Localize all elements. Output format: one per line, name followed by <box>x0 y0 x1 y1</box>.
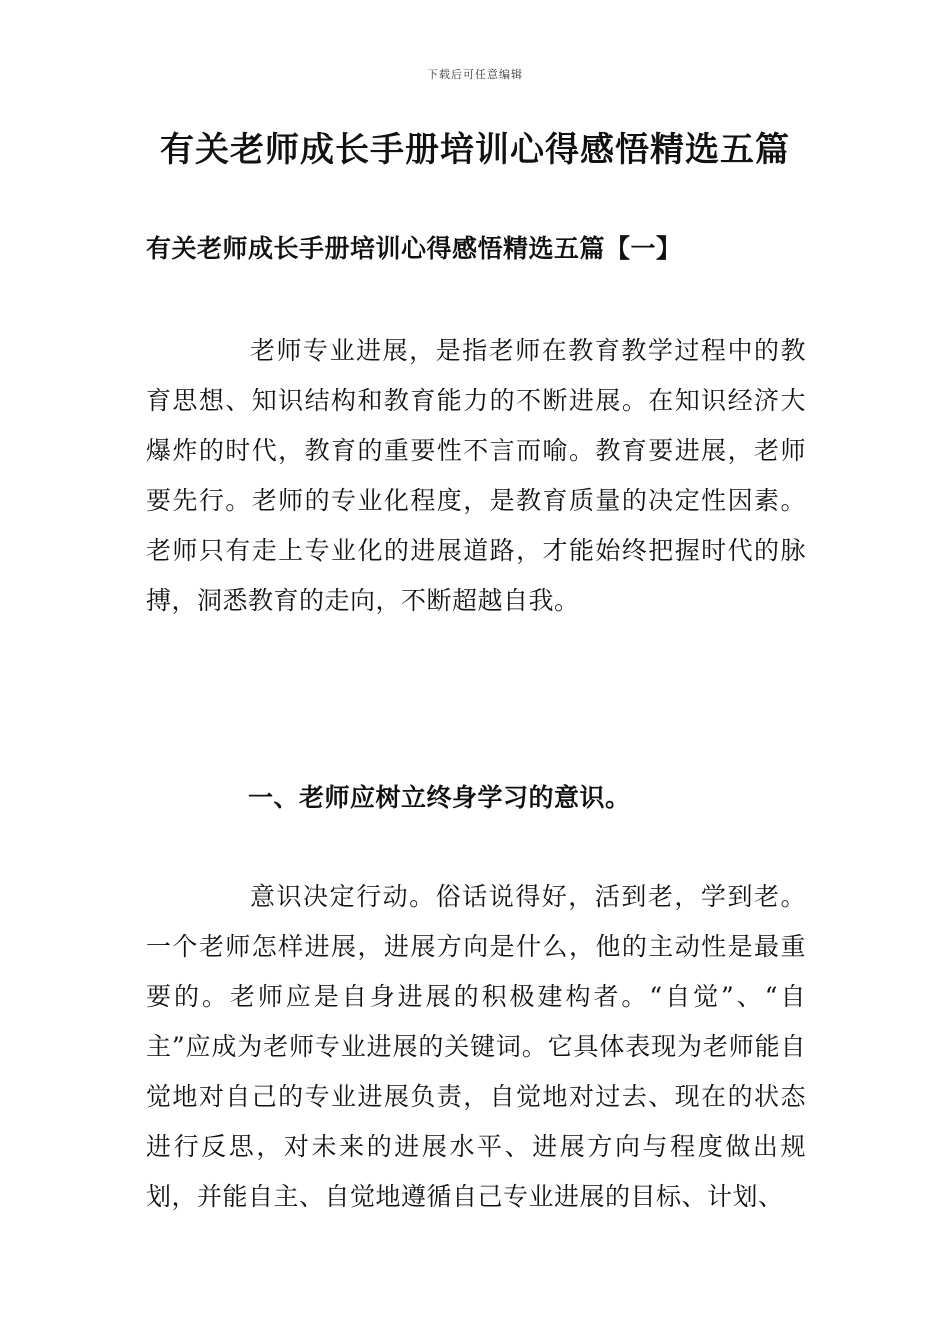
paragraph-intro: 老师专业进展，是指老师在教育教学过程中的教育思想、知识结构和教育能力的不断进展。在知识经济大爆炸的时代，教育的重要性不言而喻。教育要进展，老师要先行。老师的专业化程度，是教育质量的决定性因素。老师只有走上专业化的进展道路，才能始终把握时代的脉搏，洞悉教育的走向，不断超越自我。 <box>146 336 806 615</box>
paragraph-awareness: 意识决定行动。俗话说得好，活到老，学到老。一个老师怎样进展，进展方向是什么，他的主动性是最重要的。老师应是自身进展的积极建构者。“自觉”、“自主”应成为老师专业进展的关键词。它具体表现为老师能自觉地对自己的专业进展负责，自觉地对过去、现在的状态进行反思，对未来的进展水平、进展方向与程度做出规划，并能自主、自觉地遵循自己专业进展的目标、计划、 <box>146 882 806 1211</box>
document-title: 有关老师成长手册培训心得感悟精选五篇 <box>160 130 790 170</box>
header-note: 下载后可任意编辑 <box>427 68 523 81</box>
sub-heading-lifelong-learning: 一、老师应树立终身学习的意识。 <box>248 783 631 812</box>
section-heading: 有关老师成长手册培训心得感悟精选五篇【一】 <box>146 234 682 263</box>
